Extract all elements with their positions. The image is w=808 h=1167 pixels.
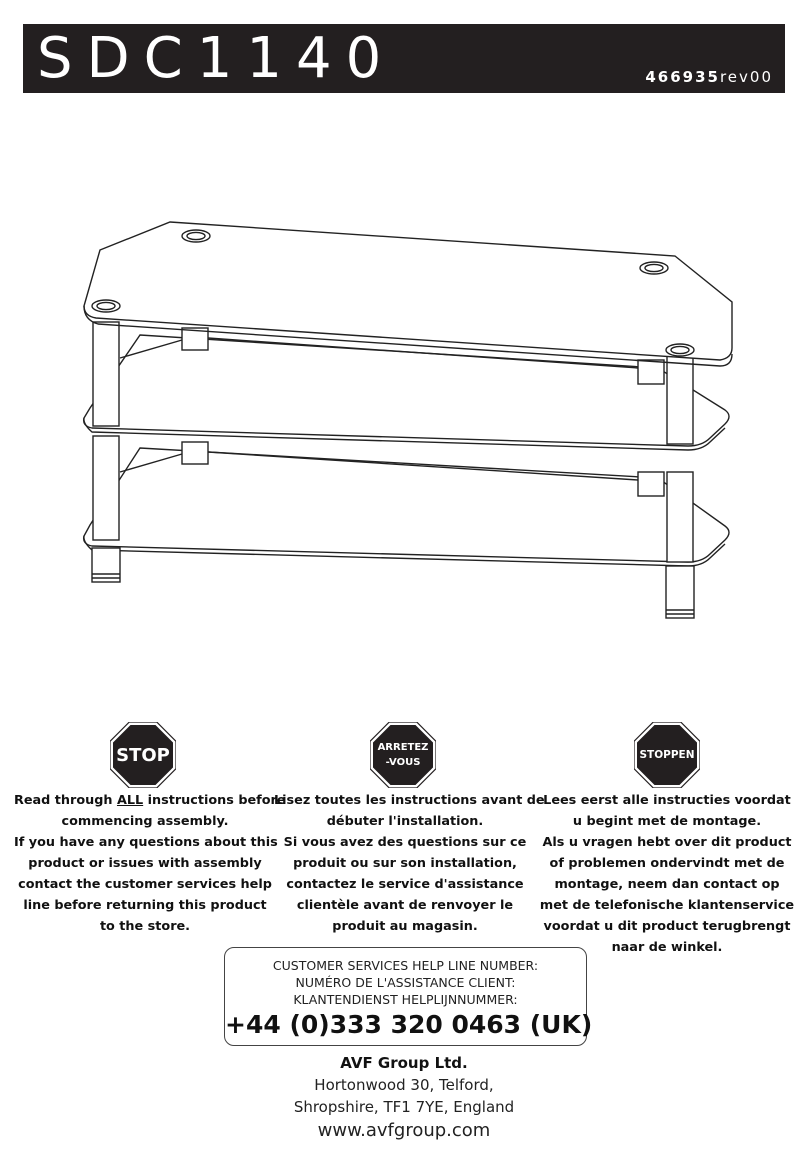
rear-right-leg-middle <box>638 360 664 384</box>
dutch-line: of problemen ondervindt met de <box>549 856 785 871</box>
arretez-sign <box>370 722 436 788</box>
stop-sign <box>110 722 176 788</box>
stoppen-sign-text: STOPPEN <box>639 749 695 761</box>
company-info <box>204 1052 604 1144</box>
french-line: contactez le service d'assistance <box>286 877 524 892</box>
reference-number <box>645 68 773 86</box>
english-line: line before returning this product <box>23 898 267 913</box>
title-banner <box>23 24 785 93</box>
french-line: débuter l'installation. <box>326 814 484 829</box>
helpline-label-nl: KLANTENDIENST HELPLIJNNUMMER: <box>293 992 518 1007</box>
english-line: contact the customer services help <box>18 877 272 892</box>
instructions-dutch <box>536 790 798 958</box>
english-line: to the store. <box>99 919 191 934</box>
front-right-leg-lower <box>667 472 693 562</box>
stoppen-sign <box>634 722 700 788</box>
helpline-phone-number: +44 (0)333 320 0463 (UK) <box>225 1010 593 1039</box>
front-left-foot <box>92 548 120 582</box>
stop-sign-text: STOP <box>116 744 170 766</box>
company-name: AVF Group Ltd. <box>340 1054 468 1072</box>
instructions-english <box>14 790 286 937</box>
front-right-leg-middle <box>667 356 693 444</box>
english-line-1-start: Read through <box>14 793 117 808</box>
english-line-1-end: instructions before <box>143 793 286 808</box>
dutch-line: u begint met de montage. <box>572 814 762 829</box>
front-left-leg-middle <box>93 322 119 426</box>
instructions-french <box>274 790 545 937</box>
company-website: www.avfgroup.com <box>317 1120 491 1141</box>
english-line: If you have any questions about this <box>14 835 278 850</box>
rear-left-leg-lower <box>182 442 208 464</box>
ref-number: 466935 <box>645 68 720 86</box>
english-line: commencing assembly. <box>61 814 229 829</box>
company-address-line2: Shropshire, TF1 7YE, England <box>293 1098 515 1116</box>
ref-revision: rev00 <box>719 68 773 86</box>
arretez-sign-line2: -VOUS <box>385 757 421 768</box>
dutch-line: voordat u dit product terugbrengt <box>543 919 791 934</box>
dutch-line: montage, neem dan contact op <box>554 877 780 892</box>
model-number: SDC1140 <box>37 26 396 91</box>
french-line: Si vous avez des questions sur ce <box>283 835 527 850</box>
helpline-label-en: CUSTOMER SERVICES HELP LINE NUMBER: <box>272 958 539 973</box>
english-line-1 <box>14 790 286 811</box>
stoppen-sign-label <box>634 722 700 788</box>
dutch-line: naar de winkel. <box>611 940 723 955</box>
english-line: product or issues with assembly <box>28 856 262 871</box>
french-line: produit ou sur son installation, <box>293 856 517 871</box>
stop-sign-label <box>110 722 176 788</box>
french-line: Lisez toutes les instructions avant de <box>274 793 545 808</box>
arretez-sign-line1: ARRETEZ <box>377 742 429 753</box>
tv-stand-illustration <box>70 210 750 640</box>
arretez-sign-label <box>370 722 436 788</box>
rear-right-leg-lower <box>638 472 664 496</box>
company-address-line1: Hortonwood 30, Telford, <box>314 1076 494 1094</box>
english-line-1-all: ALL <box>116 793 144 808</box>
dutch-line: met de telefonische klantenservice <box>539 898 795 913</box>
dutch-line: Lees eerst alle instructies voordat <box>543 793 791 808</box>
dutch-line: Als u vragen hebt over dit product <box>542 835 792 850</box>
french-line: produit au magasin. <box>332 919 478 934</box>
helpline-box <box>224 947 593 1046</box>
helpline-label-fr: NUMÉRO DE L'ASSISTANCE CLIENT: <box>295 975 516 990</box>
front-left-leg-lower <box>93 436 119 540</box>
french-line: clientèle avant de renvoyer le <box>296 898 514 913</box>
